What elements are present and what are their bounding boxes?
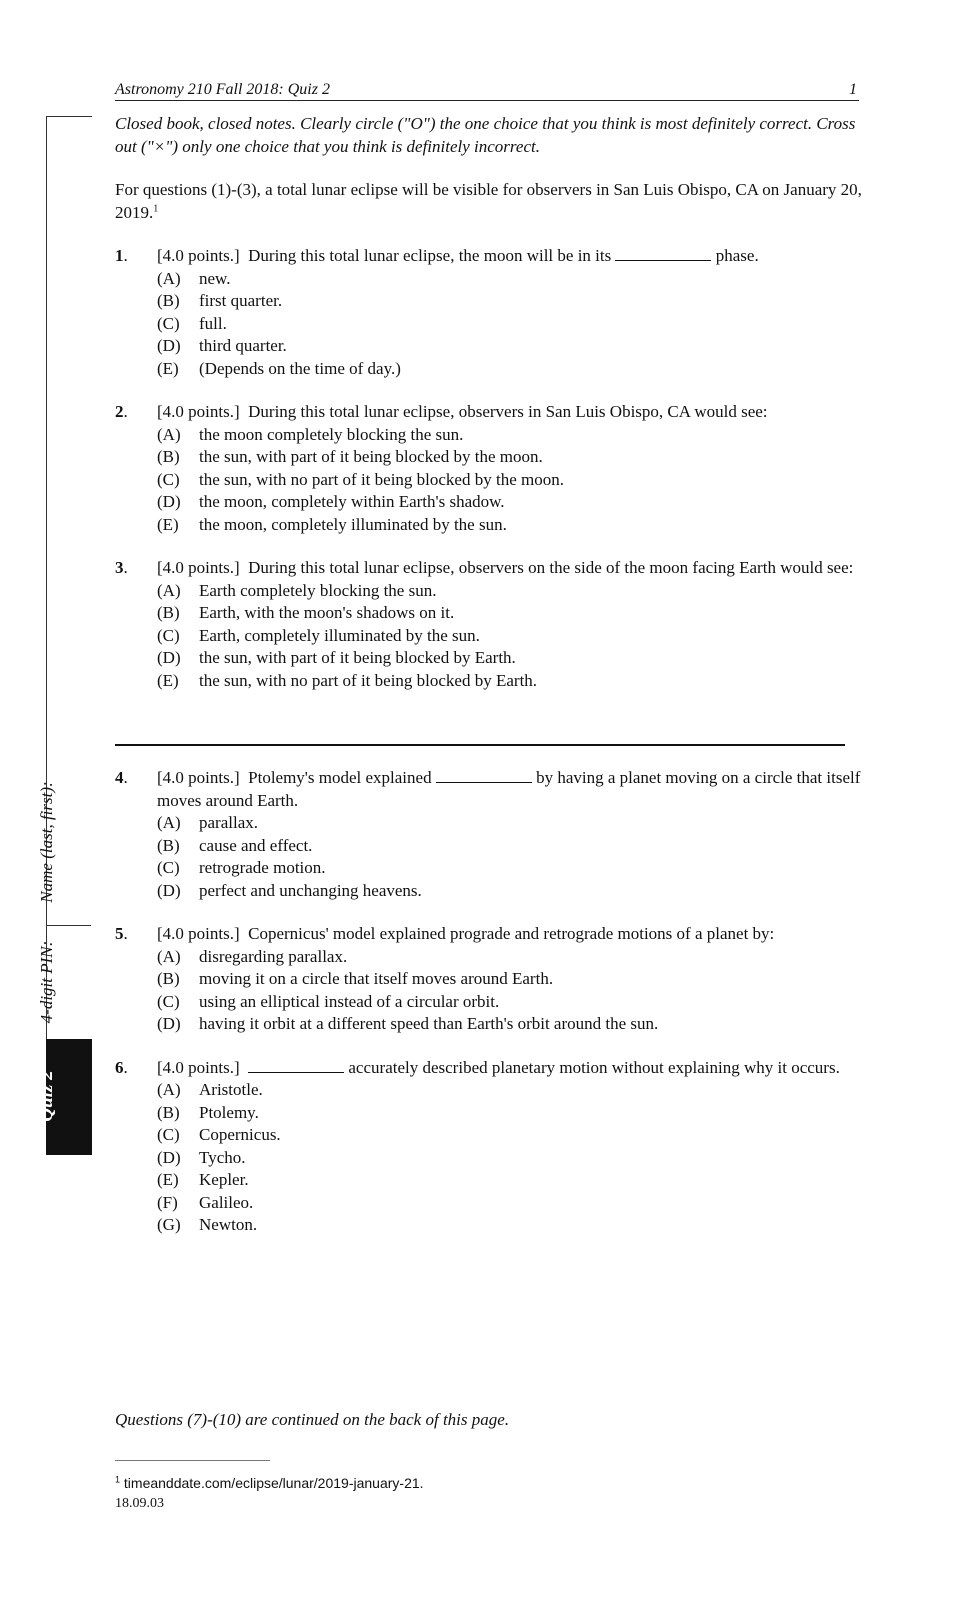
choice-text: Copernicus. xyxy=(199,1125,281,1144)
question-4 xyxy=(115,767,875,902)
choice-text: the sun, with part of it being blocked by the moon. xyxy=(199,447,543,466)
question-number: 6. xyxy=(115,1057,128,1077)
choice-text: Galileo. xyxy=(199,1192,254,1212)
choice-letter: (C) xyxy=(157,625,180,645)
answer-choice[interactable] xyxy=(157,268,875,291)
question-points: [4.0 points.] xyxy=(157,246,240,265)
intro-text: For questions (1)-(3), a total lunar eclipse will be visible for observers in San Luis Obispo, CA on January 20, 2019. xyxy=(115,180,862,222)
choice-letter: (B) xyxy=(157,969,180,988)
choice-text: Earth completely blocking the sun. xyxy=(199,580,437,600)
answer-choice[interactable] xyxy=(157,1124,875,1147)
footnote-rule xyxy=(115,1460,270,1461)
choice-text: Kepler. xyxy=(199,1170,249,1189)
choice-letter: (A) xyxy=(157,1080,181,1099)
choice-letter: (D) xyxy=(157,336,181,355)
choice-letter: (B) xyxy=(157,291,180,310)
choice-text: disregarding parallax. xyxy=(199,946,348,966)
answer-choice[interactable] xyxy=(157,1169,875,1192)
question-prompt-continued: accurately described planetary motion without explaining why it occurs. xyxy=(348,1057,840,1077)
choice-text: using an elliptical instead of a circular orbit. xyxy=(199,991,500,1011)
answer-choice[interactable] xyxy=(157,835,875,858)
answer-blank xyxy=(248,1057,344,1073)
choice-letter: (C) xyxy=(157,469,180,489)
choice-letter: (B) xyxy=(157,447,180,466)
question-number: 4. xyxy=(115,768,128,787)
question-1 xyxy=(115,245,875,380)
choice-text: the moon, completely within Earth's shadow. xyxy=(199,492,505,511)
answer-choice[interactable] xyxy=(157,1192,875,1215)
choice-letter: (B) xyxy=(157,835,180,855)
choice-letter: (F) xyxy=(157,1192,178,1212)
answer-choice[interactable] xyxy=(157,625,875,648)
question-2 xyxy=(115,401,875,536)
choice-letter: (E) xyxy=(157,358,179,378)
choice-text: third quarter. xyxy=(199,336,287,355)
question-number-value: 1 xyxy=(115,246,124,265)
choice-text: Tycho. xyxy=(199,1147,246,1167)
name-field-label: Name (last, first): xyxy=(37,781,56,903)
question-number: 5. xyxy=(115,924,128,943)
question-3 xyxy=(115,557,875,692)
eclipse-intro xyxy=(115,179,875,224)
answer-choice[interactable] xyxy=(157,1147,875,1170)
choice-text: Aristotle. xyxy=(199,1080,263,1099)
choice-letter: (G) xyxy=(157,1215,181,1234)
continued-note: Questions (7)-(10) are continued on the back of this page. xyxy=(115,1410,510,1429)
answer-choice[interactable] xyxy=(157,946,875,969)
question-6 xyxy=(115,1057,875,1237)
answer-choice[interactable] xyxy=(157,424,875,447)
answer-choice[interactable] xyxy=(157,602,875,625)
question-prompt-continued: phase. xyxy=(715,246,759,265)
page-header xyxy=(115,80,859,101)
choice-text: the sun, with part of it being blocked by Earth. xyxy=(199,648,516,667)
choice-text: having it orbit at a different speed than Earth's orbit around the sun. xyxy=(199,1014,659,1033)
version-code: 18.09.03 xyxy=(115,1496,164,1511)
footnote-marker: 1 xyxy=(153,202,159,214)
answer-choice[interactable] xyxy=(157,1102,875,1125)
choice-text: first quarter. xyxy=(199,291,283,310)
answer-choice[interactable] xyxy=(157,313,875,336)
choice-text: moving it on a circle that itself moves around Earth. xyxy=(199,969,554,988)
question-number-value: 4 xyxy=(115,768,124,787)
answer-choice[interactable] xyxy=(157,991,875,1014)
answer-choice[interactable] xyxy=(157,514,875,537)
answer-choice[interactable] xyxy=(157,335,875,358)
question-number-value: 3 xyxy=(115,558,124,577)
choice-letter: (D) xyxy=(157,1014,181,1033)
quiz-content xyxy=(115,113,875,1258)
choice-letter: (A) xyxy=(157,580,181,600)
answer-choice[interactable] xyxy=(157,857,875,880)
pin-field-label: 4-digit PIN: xyxy=(37,940,56,1024)
question-text xyxy=(157,245,875,268)
choice-text: perfect and unchanging heavens. xyxy=(199,880,422,900)
answer-choice[interactable] xyxy=(157,290,875,313)
question-points: [4.0 points.] xyxy=(157,768,240,787)
answer-choice[interactable] xyxy=(157,968,875,991)
choice-text: the sun, with no part of it being blocked by Earth. xyxy=(199,670,538,690)
question-points: [4.0 points.] xyxy=(157,1057,240,1077)
choice-text: Newton. xyxy=(199,1215,258,1234)
choice-letter: (D) xyxy=(157,648,181,667)
header-title: Astronomy 210 Fall 2018: Quiz 2 xyxy=(115,81,330,98)
question-prompt: During this total lunar eclipse, the moon will be in its xyxy=(248,246,612,265)
question-points: [4.0 points.] xyxy=(157,558,240,577)
answer-choice[interactable] xyxy=(157,812,875,835)
answer-choice[interactable] xyxy=(157,647,875,670)
question-number: 2. xyxy=(115,402,128,421)
question-number-value: 5 xyxy=(115,924,124,943)
question-group-eclipse xyxy=(115,245,875,692)
instructions: Closed book, closed notes. Clearly circle ("O") the one choice that you think is most definitely correct. Cross out ("×") only one choice that you think is definitely incorrect. xyxy=(115,114,856,156)
question-text xyxy=(157,557,875,580)
question-prompt: Ptolemy's model explained xyxy=(248,768,432,787)
question-text xyxy=(157,767,875,812)
footnote xyxy=(115,1475,424,1491)
choice-text: the moon completely blocking the sun. xyxy=(199,424,464,444)
choice-letter: (A) xyxy=(157,268,181,288)
choice-text: the moon, completely illuminated by the sun. xyxy=(199,514,507,534)
choice-text: new. xyxy=(199,268,231,288)
answer-choice[interactable] xyxy=(157,880,875,903)
footnote-number: 1 xyxy=(115,1474,121,1485)
answer-blank xyxy=(615,245,711,261)
answer-choice[interactable] xyxy=(157,1079,875,1102)
question-prompt: During this total lunar eclipse, observers in San Luis Obispo, CA would see: xyxy=(248,402,768,421)
quiz-tab-label: Quiz 2 xyxy=(36,1070,57,1122)
answer-choice[interactable] xyxy=(157,446,875,469)
choice-letter: (C) xyxy=(157,858,180,877)
choice-letter: (D) xyxy=(157,880,181,900)
choice-letter: (A) xyxy=(157,424,181,444)
question-group-models xyxy=(115,767,875,1237)
choice-text: retrograde motion. xyxy=(199,858,326,877)
question-text xyxy=(157,923,875,946)
answer-choice[interactable] xyxy=(157,580,875,603)
choice-text: (Depends on the time of day.) xyxy=(199,358,401,378)
choice-letter: (D) xyxy=(157,1147,181,1167)
answer-choice[interactable] xyxy=(157,1013,875,1036)
choice-text: cause and effect. xyxy=(199,835,313,855)
choice-letter: (E) xyxy=(157,670,179,690)
choice-letter: (E) xyxy=(157,1170,179,1189)
page-number: 1 xyxy=(849,81,857,98)
choice-letter: (A) xyxy=(157,946,181,966)
question-prompt: During this total lunar eclipse, observers on the side of the moon facing Earth would see: xyxy=(248,558,854,577)
footnote-text: timeanddate.com/eclipse/lunar/2019-january-21. xyxy=(123,1475,424,1491)
question-text xyxy=(157,1057,875,1080)
question-5 xyxy=(115,923,875,1036)
answer-blank xyxy=(436,767,532,783)
choice-text: Earth, completely illuminated by the sun. xyxy=(199,625,480,645)
choice-text: Ptolemy. xyxy=(199,1102,259,1122)
question-number-value: 2 xyxy=(115,402,124,421)
answer-choice[interactable] xyxy=(157,358,875,381)
choice-letter: (B) xyxy=(157,1102,180,1122)
choice-text: Earth, with the moon's shadows on it. xyxy=(199,603,455,622)
choice-letter: (B) xyxy=(157,603,180,622)
question-prompt-continued: by having a planet moving on a circle that itself moves around Earth. xyxy=(157,768,861,810)
question-prompt: Copernicus' model explained prograde and retrograde motions of a planet by: xyxy=(248,924,775,943)
question-points: [4.0 points.] xyxy=(157,924,240,943)
answer-choice[interactable] xyxy=(157,469,875,492)
choice-letter: (E) xyxy=(157,514,179,534)
choice-text: full. xyxy=(199,313,227,333)
choice-letter: (D) xyxy=(157,492,181,511)
answer-choice[interactable] xyxy=(157,1214,875,1237)
choice-letter: (A) xyxy=(157,813,181,832)
choice-letter: (C) xyxy=(157,1125,180,1144)
question-number: 1. xyxy=(115,246,128,265)
question-number-value: 6 xyxy=(115,1057,124,1077)
question-number: 3. xyxy=(115,558,128,577)
choice-text: the sun, with no part of it being blocked by the moon. xyxy=(199,469,564,489)
choice-letter: (C) xyxy=(157,313,180,333)
question-points: [4.0 points.] xyxy=(157,402,240,421)
question-text xyxy=(157,401,875,424)
choice-letter: (C) xyxy=(157,991,180,1011)
answer-choice[interactable] xyxy=(157,491,875,514)
answer-choice[interactable] xyxy=(157,670,875,693)
choice-text: parallax. xyxy=(199,813,258,832)
section-divider xyxy=(115,744,845,746)
student-info-divider xyxy=(46,925,91,926)
